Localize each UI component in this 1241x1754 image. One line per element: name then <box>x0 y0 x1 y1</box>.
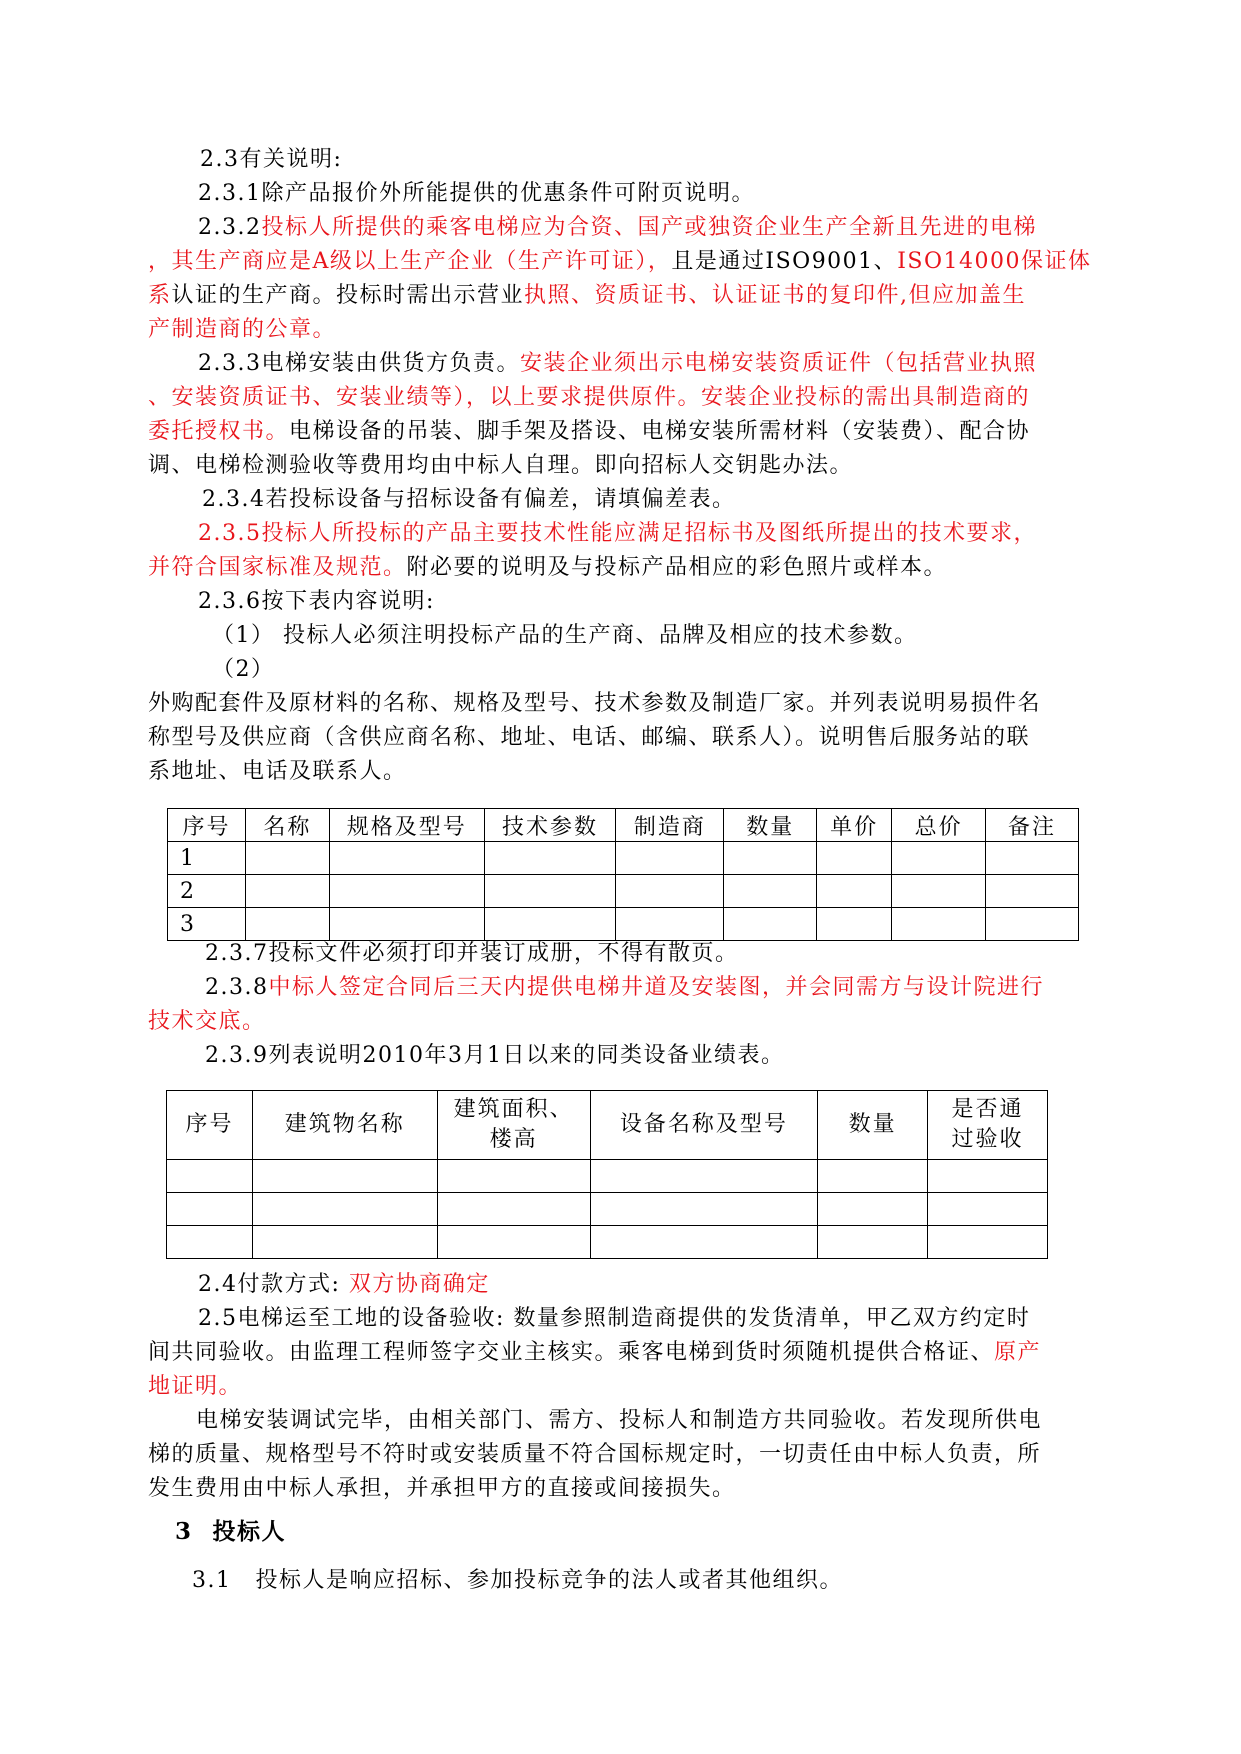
header-line: 楼高 <box>489 1127 538 1152</box>
table-cell <box>245 875 329 908</box>
table-cell: 1 <box>168 842 246 875</box>
table-cell <box>252 1193 437 1226</box>
clause-text: 投标人是响应招标、参加投标竞争的法人或者其他组织。 <box>255 1568 844 1593</box>
clause-2-3-2-line-4: 产制造商的公章。 <box>148 317 337 342</box>
clause-2-3-7: 2.3.7投标文件必须打印并装订成册，不得有散页。 <box>205 941 739 966</box>
clause-3-1 <box>192 1566 843 1596</box>
header-cell: 建筑物名称 <box>252 1091 437 1160</box>
clause-2-3-3-line-4: 调、电梯检测验收等费用均由中标人自理。即向招标人交钥匙办法。 <box>148 453 854 478</box>
table-cell <box>928 1160 1048 1193</box>
header-cell: 序号 <box>167 1091 253 1160</box>
table-cell <box>437 1193 590 1226</box>
clause-2-3-3-line-3 <box>148 417 1030 447</box>
section-2-5-line-1: 2.5电梯运至工地的设备验收: 数量参照制造商提供的发货清单，甲乙双方约定时 <box>198 1306 1031 1331</box>
black-text: 2.4付款方式: <box>198 1272 349 1297</box>
clause-2-3-3-line-2: 、安装资质证书、安装业绩等），以上要求提供原件。安装企业投标的需出具制造商的 <box>148 385 1031 410</box>
table-header-row <box>168 809 1079 842</box>
table-cell <box>590 1193 818 1226</box>
black-text: 认证的生产商。投标时需出示营业 <box>171 283 525 308</box>
header-cell <box>437 1091 590 1160</box>
clause-2-3-6-item-2-line-2: 称型号及供应商（含供应商名称、地址、电话、邮编、联系人）。说明售后服务站的联 <box>148 725 1031 750</box>
clause-number: 2.3.2 <box>198 215 262 240</box>
table-cell <box>245 842 329 875</box>
acceptance-paragraph-line-2: 梯的质量、规格型号不符时或安装质量不符合国标规定时，一切责任由中标人负责，所 <box>148 1442 1042 1467</box>
red-text: 原产 <box>994 1340 1042 1365</box>
table-cell <box>616 908 724 941</box>
clause-2-3-2-line-1 <box>198 213 1037 243</box>
table-cell <box>484 875 616 908</box>
table-row <box>168 908 1079 941</box>
clause-2-3-8-line-1 <box>205 973 1044 1003</box>
section-2-5-line-3: 地证明。 <box>148 1374 243 1399</box>
header-cell: 单价 <box>817 809 892 842</box>
acceptance-paragraph-line-1: 电梯安装调试完毕，由相关部门、需方、投标人和制造方共同验收。若发现所供电 <box>196 1408 1043 1433</box>
header-cell <box>928 1091 1048 1160</box>
table-cell <box>329 908 484 941</box>
section-title: 投标人 <box>212 1518 287 1545</box>
table-cell <box>616 842 724 875</box>
header-cell: 制造商 <box>616 809 724 842</box>
header-cell: 序号 <box>168 809 246 842</box>
clause-2-3-5-line-2 <box>148 553 947 583</box>
clause-number: 2.3.8 <box>205 975 269 1000</box>
clause-2-3-3-line-1 <box>198 349 1037 379</box>
table-cell <box>329 875 484 908</box>
black-text: 电梯设备的吊装、脚手架及搭设、电梯安装所需材料（安装费）、配合协 <box>289 419 1031 444</box>
table-cell <box>437 1226 590 1259</box>
black-text: 附必要的说明及与投标产品相应的彩色照片或样本。 <box>406 555 948 580</box>
red-text: 双方协商确定 <box>348 1272 490 1297</box>
table-cell <box>928 1193 1048 1226</box>
section-number: 3 <box>175 1518 193 1545</box>
table-cell <box>437 1160 590 1193</box>
table-cell <box>817 908 892 941</box>
product-table <box>167 808 1079 941</box>
header-cell: 名称 <box>245 809 329 842</box>
clause-2-3-5-line-1: 2.3.5投标人所投标的产品主要技术性能应满足招标书及图纸所提出的技术要求， <box>198 521 1037 546</box>
table-cell <box>167 1193 253 1226</box>
clause-2-3-4: 2.3.4若投标设备与招标设备有偏差，请填偏差表。 <box>202 487 736 512</box>
clause-2-3-6-item-2-line-3: 系地址、电话及联系人。 <box>148 759 407 784</box>
table-cell <box>724 842 817 875</box>
table-cell <box>616 875 724 908</box>
table-cell <box>724 875 817 908</box>
table-cell <box>817 842 892 875</box>
table-row <box>168 842 1079 875</box>
section-2-3-heading: 2.3有关说明: <box>200 147 343 172</box>
section-3-heading <box>175 1517 286 1547</box>
table-cell <box>329 842 484 875</box>
red-text: 安装企业须出示电梯安装资质证件（包括营业执照 <box>519 351 1037 376</box>
table-cell <box>252 1160 437 1193</box>
clause-2-3-9: 2.3.9列表说明2010年3月1日以来的同类设备业绩表。 <box>205 1043 785 1068</box>
table-row <box>167 1160 1048 1193</box>
clause-number: 3.1 <box>192 1568 232 1593</box>
section-2-5-line-2 <box>148 1338 1041 1368</box>
table-cell <box>590 1226 818 1259</box>
table-row <box>167 1193 1048 1226</box>
header-cell: 备注 <box>986 809 1079 842</box>
red-text: 并符合国家标准及规范。 <box>148 555 407 580</box>
clause-2-3-6: 2.3.6按下表内容说明: <box>198 589 435 614</box>
table-cell <box>167 1160 253 1193</box>
red-text: ，其生产商应是A级以上生产企业（生产许可证）， <box>148 249 672 274</box>
black-text: 2.3.3电梯安装由供货方负责。 <box>198 351 520 376</box>
red-text: 中标人签定合同后三天内提供电梯井道及安装图，并会同需方与设计院进行 <box>268 975 1044 1000</box>
table-cell <box>986 875 1079 908</box>
red-text: 系 <box>148 283 172 308</box>
table-cell: 3 <box>168 908 246 941</box>
black-text: 且是通过ISO9001、 <box>671 249 898 274</box>
table-row <box>168 875 1079 908</box>
clause-2-3-2-line-2 <box>148 247 1091 277</box>
red-text: ISO14000保证体 <box>897 249 1092 274</box>
acceptance-paragraph-line-3: 发生费用由中标人承担，并承担甲方的直接或间接损失。 <box>148 1476 736 1501</box>
header-line: 过验收 <box>951 1127 1024 1152</box>
section-2-4-payment <box>198 1270 490 1300</box>
header-cell: 设备名称及型号 <box>590 1091 818 1160</box>
table-header-row <box>167 1091 1048 1160</box>
table-cell <box>986 842 1079 875</box>
table-cell <box>818 1160 928 1193</box>
table-cell <box>484 908 616 941</box>
red-text: 投标人所提供的乘客电梯应为合资、国产或独资企业生产全新且先进的电梯 <box>261 215 1037 240</box>
header-line: 建筑面积、 <box>453 1097 574 1122</box>
table-cell <box>252 1226 437 1259</box>
red-text: 委托授权书。 <box>148 419 290 444</box>
header-cell: 规格及型号 <box>329 809 484 842</box>
header-cell: 技术参数 <box>484 809 616 842</box>
header-cell: 总价 <box>892 809 986 842</box>
table-cell <box>892 908 986 941</box>
clause-2-3-6-item-2-label: （2） <box>212 657 275 682</box>
table-cell: 2 <box>168 875 246 908</box>
red-text: 执照、资质证书、认证证书的复印件,但应加盖生 <box>524 283 1027 308</box>
clause-2-3-2-line-3 <box>148 281 1026 311</box>
table-cell <box>167 1226 253 1259</box>
table-cell <box>245 908 329 941</box>
clause-2-3-6-item-2-line-1: 外购配套件及原材料的名称、规格及型号、技术参数及制造厂家。并列表说明易损件名 <box>148 691 1042 716</box>
table-cell <box>484 842 616 875</box>
clause-2-3-6-item-1: （1） 投标人必须注明投标产品的生产商、品牌及相应的技术参数。 <box>212 623 918 648</box>
performance-table <box>166 1090 1048 1259</box>
table-cell <box>817 875 892 908</box>
table-cell <box>892 875 986 908</box>
header-cell: 数量 <box>818 1091 928 1160</box>
table-cell <box>986 908 1079 941</box>
table-cell <box>724 908 817 941</box>
table-row <box>167 1226 1048 1259</box>
table-cell <box>928 1226 1048 1259</box>
table-cell <box>892 842 986 875</box>
table-cell <box>590 1160 818 1193</box>
header-line: 是否通 <box>951 1097 1024 1122</box>
table-cell <box>818 1193 928 1226</box>
header-cell: 数量 <box>724 809 817 842</box>
black-text: 间共同验收。由监理工程师签字交业主核实。乘客电梯到货时须随机提供合格证、 <box>148 1340 995 1365</box>
table-cell <box>818 1226 928 1259</box>
clause-2-3-8-line-2: 技术交底。 <box>148 1009 266 1034</box>
clause-2-3-1: 2.3.1除产品报价外所能提供的优惠条件可附页说明。 <box>198 181 755 206</box>
